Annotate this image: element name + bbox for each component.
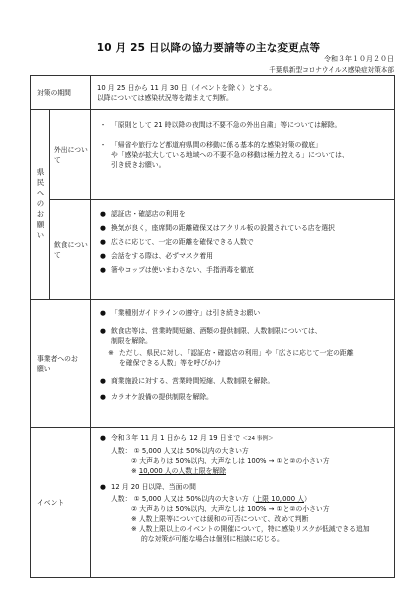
bullet-icon: ● xyxy=(100,266,106,274)
event-2-rule-2: ② 大声ありは 50%以内、大声なしは 100% → ①と②の小さい方 xyxy=(131,505,330,513)
bullet-icon: ● xyxy=(100,434,106,442)
event-row xyxy=(31,428,395,578)
issuing-organization: 千葉県新型コロナウイルス感染症対策本部 xyxy=(269,66,394,74)
residents-label-cell xyxy=(31,110,50,300)
residents-label: 県民へのお願い xyxy=(36,167,45,242)
dining-item-3: ● 広さに応じて、一定の距離を確保できる人数で xyxy=(97,236,388,248)
business-item-2: ● 飲食店等は、営業時間短縮、酒類の提供制限、人数制限については、 制限を解除。 xyxy=(97,326,388,346)
event-1-note: ※ 10,000 人の人数上限を解除 xyxy=(131,467,227,475)
bullet-icon: ● xyxy=(100,309,106,317)
outing-item-1: ・ 「原則として 21 時以降の夜間は不要不急の外出自粛」等については解除。 xyxy=(97,120,388,130)
bullet-icon: ● xyxy=(100,393,106,401)
business-label-cell xyxy=(31,300,91,428)
event-period-1: ● 令和３年 11 月 1 日から 12 月 19 日まで ＜24 事例＞ xyxy=(97,433,388,444)
bullet-icon: ・ xyxy=(99,121,107,129)
event-period-2: ● 12 月 20 日以降、当面の間 xyxy=(97,482,388,492)
period-content xyxy=(91,76,395,110)
bullet-icon: ● xyxy=(100,252,106,260)
business-item-3: ● 商業施設に対する、営業時間短縮、人数制限を解除。 xyxy=(97,376,388,386)
event-2-note-3: 的な対策が可能な場合は個別に相談に応じる。 xyxy=(141,535,284,543)
business-label: 事業者へのお願い xyxy=(37,354,78,373)
business-content xyxy=(91,300,395,428)
event-1-rule-1: 人数： ① 5,000 人又は 50%以内の大きい方 xyxy=(111,447,249,455)
outing-row xyxy=(31,110,395,200)
period-label: 対策の期間 xyxy=(31,76,91,110)
period-line-2: 以降については感染状況等を踏まえて判断。 xyxy=(97,94,233,102)
business-item-1: ● 「業種別ガイドラインの遵守」は引き続きお願い xyxy=(97,308,388,318)
bullet-icon: ● xyxy=(100,238,106,246)
event-2-note-2: ※ 人数上限以上のイベントの開催について，特に感染リスクが低減できる追加 xyxy=(131,525,370,533)
bullet-icon: ● xyxy=(100,210,106,218)
business-row xyxy=(31,300,395,428)
bullet-icon: ● xyxy=(100,377,106,385)
event-1-rule-2: ② 大声ありは 50%以内、大声なしは 100% → ①と②の小さい方 xyxy=(131,457,330,465)
period-line-1: 10 月 25 日から 11 月 30 日（イベントを除く）とする。 xyxy=(97,84,276,92)
event-2-note-1: ※ 人数上限等については緩和の可否について、改めて判断 xyxy=(131,515,309,523)
event-label: イベント xyxy=(31,428,91,578)
business-item-4: ● カラオケ設備の提供制限を解除。 xyxy=(97,392,388,402)
period-row xyxy=(31,76,395,110)
event-2-rule-1: 人数： ① 5,000 人又は 50%以内の大きい方（上限 10,000 人） xyxy=(111,495,311,503)
bullet-icon: ● xyxy=(100,483,106,491)
dining-item-5: ● 箸やコップは使いまわさない、手指消毒を徹底 xyxy=(97,264,388,276)
document-title: 10 月 25 日以降の協力要請等の主な変更点等 xyxy=(96,42,321,54)
outing-item-2: ・ 「帰省や旅行など都道府県間の移動に係る基本的な感染対策の徹底」 や「感染が拡大している地域への不要不急の移動は極力控える」については、 引き続きお願い。 xyxy=(97,140,388,170)
bullet-icon: ● xyxy=(100,327,106,335)
outing-content xyxy=(91,110,395,200)
event-content xyxy=(91,428,395,578)
bullet-icon: ・ xyxy=(99,141,107,149)
dining-label: 飲食について xyxy=(50,200,91,300)
dining-content xyxy=(91,200,395,300)
issue-date: 令和３年１０月２０日 xyxy=(324,55,394,63)
dining-item-2: ● 換気が良く，座席間の距離確保又はアクリル板の設置されている店を選択 xyxy=(97,222,388,234)
dining-item-4: ● 会話をする際は、必ずマスク着用 xyxy=(97,250,388,262)
dining-row xyxy=(31,200,395,300)
business-note: ※ ただし、県民に対し、「認証店・確認店の利用」や「広さに応じて一定の距離 を確保できる人数」等を呼びかけ xyxy=(97,348,388,368)
note-mark-icon: ※ xyxy=(108,349,114,357)
bullet-icon: ● xyxy=(100,224,106,232)
dining-item-1: ● 認証店・確認店の利用を xyxy=(97,208,388,220)
measures-table xyxy=(30,75,395,578)
outing-label: 外出について xyxy=(50,110,91,200)
